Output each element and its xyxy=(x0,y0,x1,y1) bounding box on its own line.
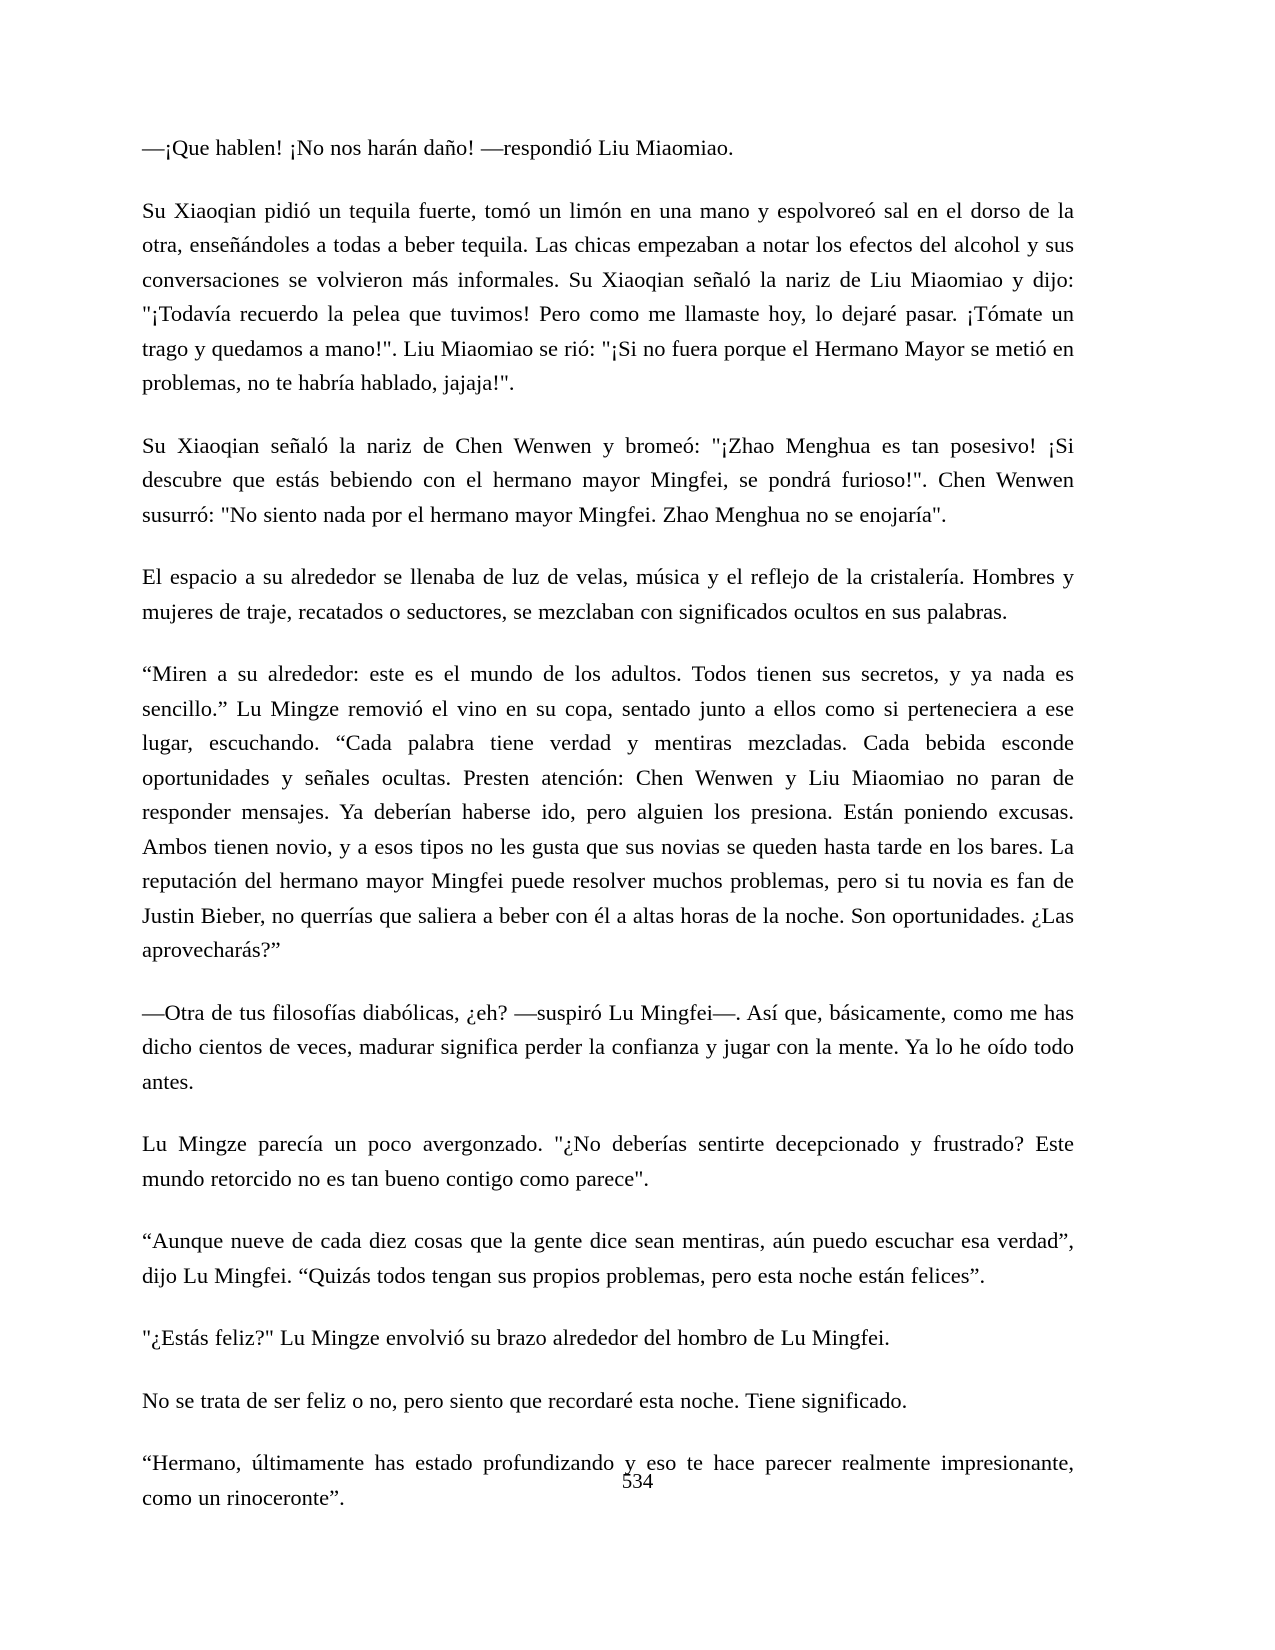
paragraph: Su Xiaoqian pidió un tequila fuerte, tomó un limón en una mano y espolvoreó sal en el dorso de la otra, enseñándoles a todas a beber tequila. Las chicas empezaban a notar los efectos del alcohol y sus conversaciones se volvieron más informales. Su Xiaoqian señaló la nariz de Liu Miaomiao y dijo: "¡Todavía recuerdo la pelea que tuvimos! Pero como me llamaste hoy, lo dejaré pasar. ¡Tómate un trago y quedamos a mano!". Liu Miaomiao se rió: "¡Si no fuera porque el Hermano Mayor se metió en problemas, no te habría hablado, jajaja!". xyxy=(142,197,1074,395)
paragraph: “Hermano, últimamente has estado profundizando y eso te hace parecer realmente impresionante, como un rinoceronte”. xyxy=(142,1450,1074,1510)
page-number: 534 xyxy=(621,1469,654,1493)
paragraph: Lu Mingze parecía un poco avergonzado. "¿No deberías sentirte decepcionado y frustrado? Este mundo retorcido no es tan bueno contigo como parece". xyxy=(142,1131,1074,1191)
paragraph: Su Xiaoqian señaló la nariz de Chen Wenwen y bromeó: "¡Zhao Menghua es tan posesivo! ¡Si descubre que estás bebiendo con el hermano mayor Mingfei, se pondrá furioso!". Chen Wenwen susurró: "No siento nada por el hermano mayor Mingfei. Zhao Menghua no se enojaría". xyxy=(142,432,1074,527)
paragraph: No se trata de ser feliz o no, pero siento que recordaré esta noche. Tiene significado. xyxy=(142,1387,908,1413)
paragraph: “Miren a su alrededor: este es el mundo de los adultos. Todos tienen sus secretos, y ya nada es sencillo.” Lu Mingze removió el vino en su copa, sentado junto a ellos como si perteneciera a ese lugar, escuchando. “Cada palabra tiene verdad y mentiras mezcladas. Cada bebida esconde oportunidades y señales ocultas. Presten atención: Chen Wenwen y Liu Miaomiao no paran de responder mensajes. Ya deberían haberse ido, pero alguien los presiona. Están poniendo excusas. Ambos tienen novio, y a esos tipos no les gusta que sus novias se queden hasta tarde en los bares. La reputación del hermano mayor Mingfei puede resolver muchos problemas, pero si tu novia es fan de Justin Bieber, no querrías que saliera a beber con él a altas horas de la noche. Son oportunidades. ¿Las aprovecharás?” xyxy=(142,661,1074,962)
paragraph: “Aunque nueve de cada diez cosas que la gente dice sean mentiras, aún puedo escuchar esa verdad”, dijo Lu Mingfei. “Quizás todos tengan sus propios problemas, pero esta noche están felices”. xyxy=(142,1228,1074,1288)
paragraph: —Otra de tus filosofías diabólicas, ¿eh? —suspiró Lu Mingfei—. Así que, básicamente, como me has dicho cientos de veces, madurar significa perder la confianza y jugar con la mente. Ya lo he oído todo antes. xyxy=(142,999,1074,1094)
page-body-text xyxy=(142,131,1074,1515)
paragraph: El espacio a su alrededor se llenaba de luz de velas, música y el reflejo de la cristalería. Hombres y mujeres de traje, recatados o seductores, se mezclaban con significados ocultos en sus palabras. xyxy=(142,564,1074,624)
paragraph: —¡Que hablen! ¡No nos harán daño! —respondió Liu Miaomiao. xyxy=(142,135,734,160)
paragraph: "¿Estás feliz?" Lu Mingze envolvió su brazo alrededor del hombro de Lu Mingfei. xyxy=(142,1325,890,1350)
